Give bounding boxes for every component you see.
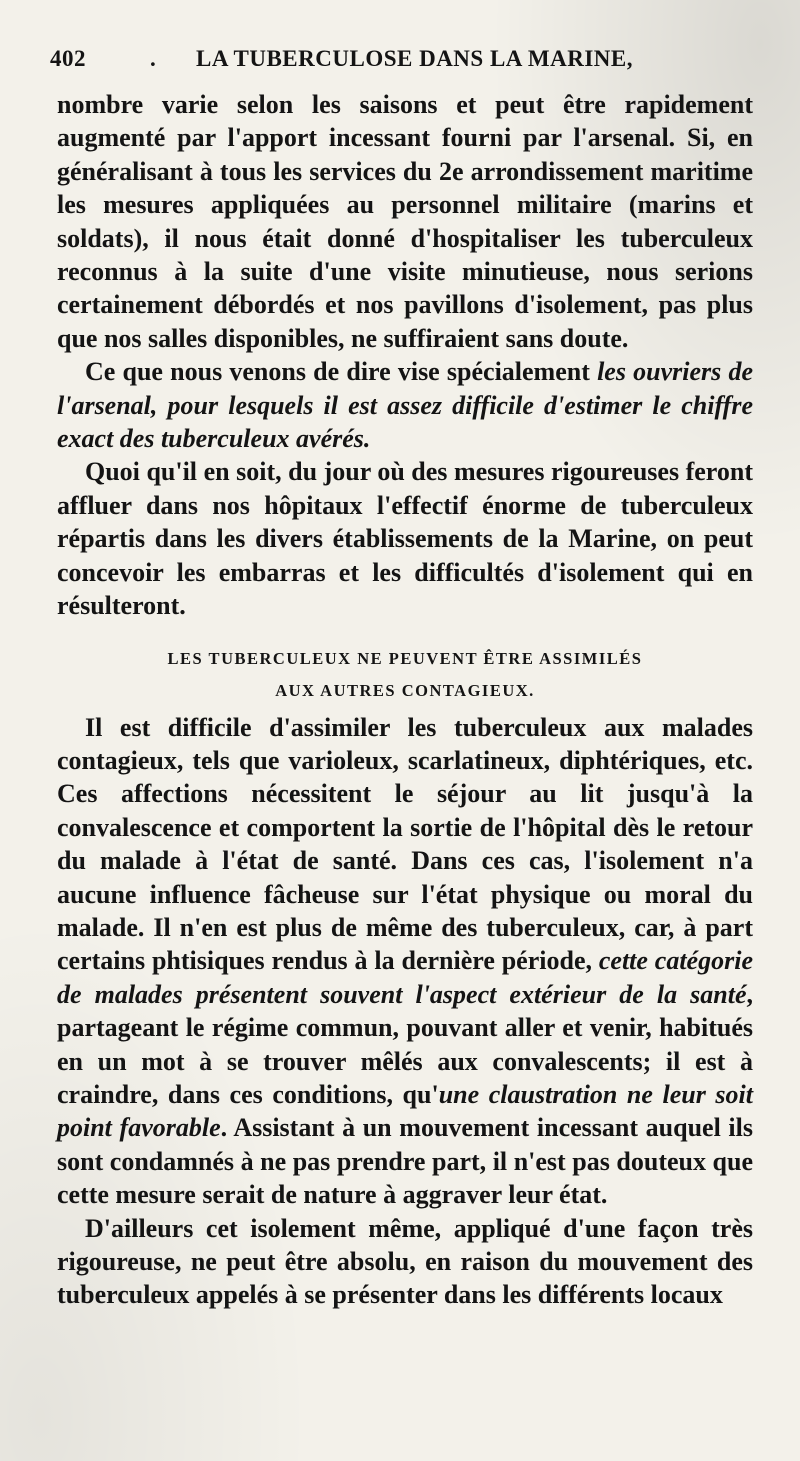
page-body (57, 88, 753, 1312)
section-heading (57, 643, 753, 707)
paragraph-arsenal-workers (57, 355, 753, 455)
italic-emphasis: les ouvriers de l'arsenal, pour lesquels il est assez difficile d'estimer le chiffre exact des tuberculeux avérés. (57, 357, 754, 454)
page-number: 402 (50, 46, 86, 71)
paragraph-continued: nombre varie selon les saisons et peut être rapidement augmenté par l'apport incessant fourni par l'arsenal. Si, en généralisant à tous les services du 2e arrondissement maritime les mesures appliquées au personnel militaire (marins et soldats), il nous était donné d'hospitaliser les tuberculeux reconnus à la suite d'une visite minutieuse, nous serions certainement débordés et nos pavillons d'isolement, pas plus que nos salles disponibles, ne suffiraient sans doute. (57, 90, 753, 353)
paragraph-text: Il est difficile d'assimiler les tuberculeux aux malades contagieux, tels que varioleux, scarlatineux, diphtériques, etc. Ces affections nécessitent le séjour au lit jusqu'à la convalescence et comportent la sortie de l'hôpital dès le retour du malade à l'état de santé. Dans ces cas, l'isolement n'a aucune influence fâcheuse sur l'état physique ou moral du malade. Il n'en est plus de même des tuberculeux, car, à part certains phtisiques rendus à la dernière période, (57, 712, 753, 976)
paragraph-isolation-limits: D'ailleurs cet isolement même, appliqué d'une façon très rigoureuse, ne peut être absolu, en raison du mouvement des tuberculeux appelés à se présenter dans les différents locaux (57, 1213, 753, 1310)
paragraph-text: , partageant le régime commun, pouvant aller et venir, habitués en un mot à se trouver mêlés aux convalescents; il est à craindre, dans ces conditions, qu' (57, 979, 753, 1109)
paragraph-text: . Assistant à un mouvement incessant auquel ils sont condamnés à ne pas prendre part, il n'est pas douteux que cette mesure serait de nature à aggraver leur état. (57, 1113, 753, 1210)
italic-emphasis: une claustration ne leur soit point favorable (57, 1079, 753, 1143)
italic-emphasis: cette catégorie de malades présentent souvent l'aspect extérieur de la santé (57, 946, 753, 1009)
section-heading-line-1: LES TUBERCULEUX NE PEUVENT ÊTRE ASSIMILÉS (167, 648, 643, 668)
header-separator: . (150, 46, 157, 71)
running-header (50, 46, 750, 72)
paragraph-text: Ce que nous venons de dire vise spécialement (85, 357, 598, 387)
running-title: LA TUBERCULOSE DANS LA MARINE, (196, 46, 633, 71)
paragraph-contagious-comparison (57, 711, 753, 1212)
section-heading-line-2: AUX AUTRES CONTAGIEUX. (275, 680, 535, 700)
paragraph-rigorous-measures: Quoi qu'il en soit, du jour où des mesures rigoureuses feront affluer dans nos hôpitaux l'effectif énorme de tuberculeux répartis dans les divers établissements de la Marine, on peut concevoir les embarras et les difficultés d'isolement qui en résulteront. (57, 457, 753, 621)
